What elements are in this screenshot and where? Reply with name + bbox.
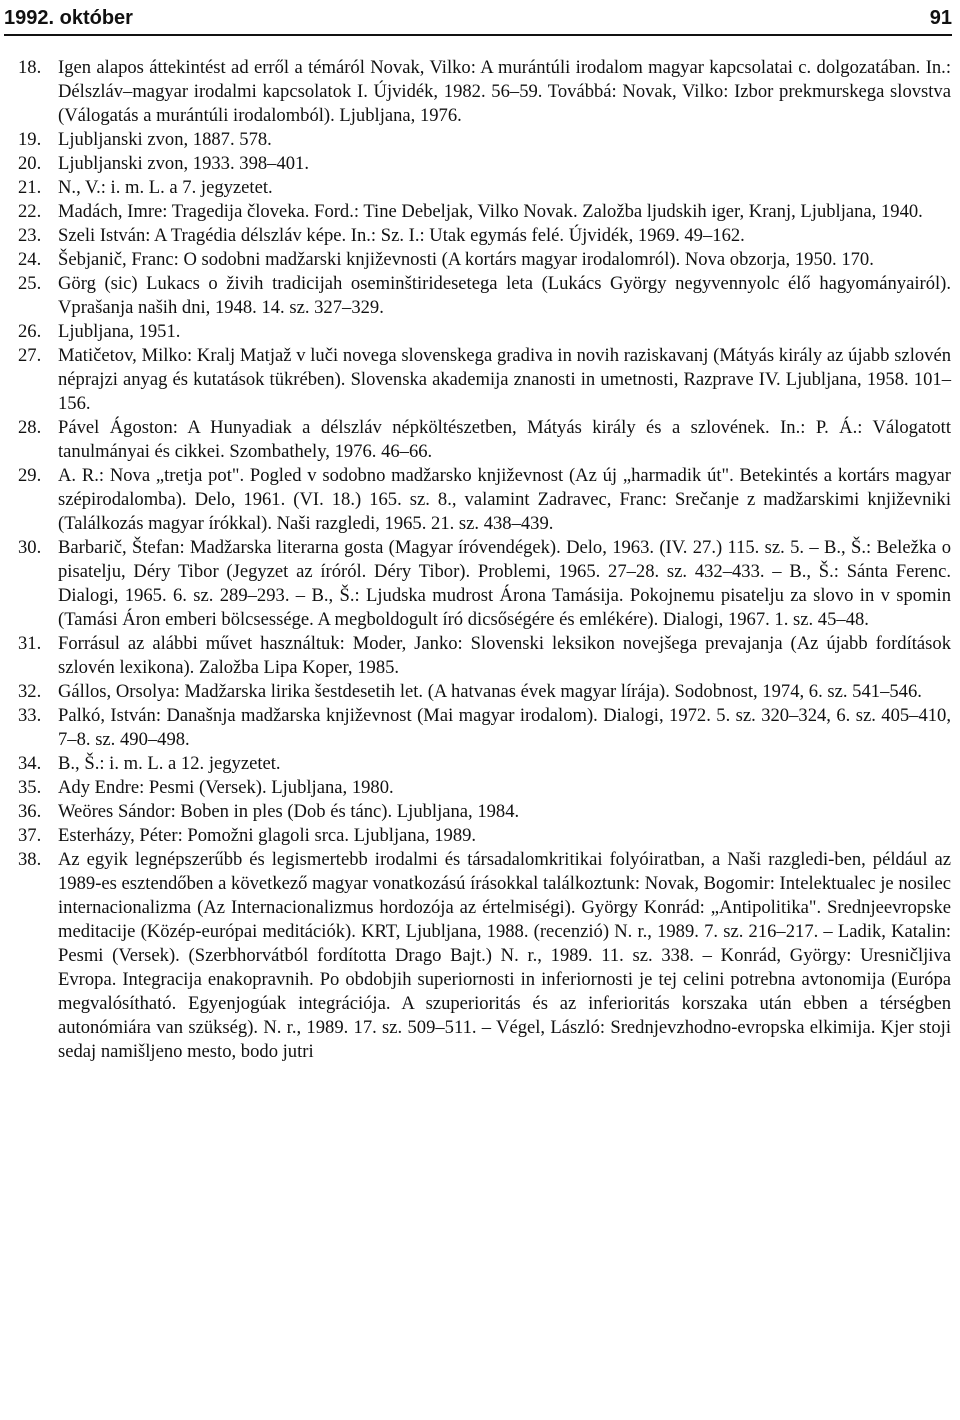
- footnote-text: Palkó, István: Današnja madžarska književnost (Mai magyar irodalom). Dialogi, 1972. 5. sz. 320–324, 6. sz. 405–410, 7–8. sz. 490–498.: [58, 705, 951, 750]
- footnote-18: [18, 56, 951, 128]
- footnote-text: Ljubljana, 1951.: [58, 321, 181, 342]
- footnote-text: Esterházy, Péter: Pomožni glagoli srca. Ljubljana, 1989.: [58, 825, 477, 846]
- footnote-22: [18, 200, 951, 224]
- footnote-number: 27.: [18, 345, 42, 366]
- footnote-text: Madách, Imre: Tragedija človeka. Ford.: Tine Debeljak, Vilko Novak. Založba ljudskih iger, Kranj, Ljubljana, 1940.: [58, 201, 923, 222]
- footnote-33: [18, 704, 951, 752]
- footnote-text: Forrásul az alábbi művet használtuk: Moder, Janko: Slovenski leksikon novejšega prevajanja (Az újabb fordítások szlovén lexikona). Založba Lipa Koper, 1985.: [58, 633, 951, 678]
- footnote-19: [18, 128, 951, 152]
- footnote-26: [18, 320, 951, 344]
- footnote-36: [18, 800, 951, 824]
- footnote-34: [18, 752, 951, 776]
- footnote-32: [18, 680, 951, 704]
- page-header: [4, 0, 952, 36]
- footnote-text: Görg (sic) Lukacs o živih tradicijah oseminštiridesetega leta (Lukács György negyvennyolc élő hagyományairól). Vprašanja naših dni, 1948. 14. sz. 327–329.: [58, 273, 951, 318]
- footnote-number: 23.: [18, 225, 42, 246]
- footnote-text: Ady Endre: Pesmi (Versek). Ljubljana, 1980.: [58, 777, 394, 798]
- footnote-24: [18, 248, 951, 272]
- footnote-text: Ljubljanski zvon, 1887. 578.: [58, 129, 272, 150]
- footnote-number: 36.: [18, 801, 42, 822]
- footnote-number: 33.: [18, 705, 42, 726]
- footnote-21: [18, 176, 951, 200]
- footnote-number: 18.: [18, 57, 42, 78]
- footnote-text: Szeli István: A Tragédia délszláv képe. In.: Sz. I.: Utak egymás felé. Újvidék, 1969. 49–162.: [58, 225, 745, 246]
- footnote-35: [18, 776, 951, 800]
- footnote-text: N., V.: i. m. L. a 7. jegyzetet.: [58, 177, 273, 198]
- header-title: 1992. október: [4, 7, 133, 29]
- footnote-number: 19.: [18, 129, 42, 150]
- footnote-25: [18, 272, 951, 320]
- footnote-text: Pável Ágoston: A Hunyadiak a délszláv népköltészetben, Mátyás király és a szlovének. In.: P. Á.: Válogatott tanulmányai és cikkei. Szombathely, 1976. 46–66.: [58, 417, 951, 462]
- footnote-text: Igen alapos áttekintést ad erről a témáról Novak, Vilko: A murántúli irodalom magyar kapcsolatai c. dolgozatában. In.: Délszláv–magyar irodalmi kapcsolatok I. Újvidék, 1982. 56–59. Továbbá: Novak, Vilko: Izbor prekmurskega slovstva (Válogatás a murántúli irodalomból). Ljubljana, 1976.: [58, 57, 951, 126]
- footnote-number: 35.: [18, 777, 42, 798]
- footnote-number: 21.: [18, 177, 42, 198]
- footnote-text: B., Š.: i. m. L. a 12. jegyzetet.: [58, 753, 281, 774]
- footnote-number: 38.: [18, 849, 42, 870]
- footnote-text: Barbarič, Štefan: Madžarska literarna gosta (Magyar íróvendégek). Delo, 1963. (IV. 27.) 115. sz. 5. – B., Š.: Beležka o pisatelju, Déry Tibor (Jegyzet az íróról. Déry Tibor). Problemi, 1965. 27–28. sz. 432–433. – B., Š.: Sánta Ferenc. Dialogi, 1965. 6. sz. 289–293. – B., Š.: Ljudska mudrost Árona Tamásija. Pokojnemu pisatelju za slovo in v spomin (Tamási Áron emberi bölcsessége. A megboldogult író dicsőségére és emlékére). Dialogi, 1967. 1. sz. 45–48.: [58, 537, 951, 630]
- footnote-number: 31.: [18, 633, 42, 654]
- footnote-29: [18, 464, 951, 536]
- footnote-number: 32.: [18, 681, 42, 702]
- footnote-number: 20.: [18, 153, 42, 174]
- footnote-number: 28.: [18, 417, 42, 438]
- footnote-28: [18, 416, 951, 464]
- footnote-number: 30.: [18, 537, 42, 558]
- footnote-text: Matičetov, Milko: Kralj Matjaž v luči novega slovenskega gradiva in novih raziskavanj (Mátyás király az újabb szlovén néprajzi anyag és kutatások tükrében). Slovenska akademija znanosti in umetnosti, Razprave IV. Ljubljana, 1958. 101–156.: [58, 345, 951, 414]
- footnote-38: [18, 848, 951, 1064]
- footnote-20: [18, 152, 951, 176]
- footnote-text: A. R.: Nova „tretja pot". Pogled v sodobno madžarsko književnost (Az új „harmadik út". Betekintés a kortárs magyar szépirodalomba). Delo, 1961. (VI. 18.) 165. sz. 8., valamint Zadravec, Franc: Srečanje z madžarskimi književniki (Találkozás magyar írókkal). Naši razgledi, 1965. 21. sz. 438–439.: [58, 465, 951, 534]
- footnote-number: 29.: [18, 465, 42, 486]
- footnote-number: 26.: [18, 321, 42, 342]
- footnote-23: [18, 224, 951, 248]
- footnote-number: 25.: [18, 273, 42, 294]
- footnote-text: Weöres Sándor: Boben in ples (Dob és tánc). Ljubljana, 1984.: [58, 801, 520, 822]
- footnote-text: Ljubljanski zvon, 1933. 398–401.: [58, 153, 309, 174]
- footnote-text: Az egyik legnépszerűbb és legismertebb irodalmi és társadalomkritikai folyóiratban, a Naši razgledi-ben, például az 1989-es esztendőben a következő magyar vonatkozású írásokkal találkoztunk: Novak, Bogomir: Intelektualec je nosilec internacionalizma (Az Internacionalizmus hordozója az értelmiségi). György Konrád: „Antipolitika". Srednjeevropske meditacije (Közép-európai meditációk). KRT, Ljubljana, 1988. (recenzió) N. r., 1989. 7. sz. 216–217. – Ladik, Katalin: Pesmi (Versek). (Szerbhorvátból fordította Drago Bajt.) N. r., 1989. 11. sz. 338. – Konrád, György: Uresničljiva Evropa. Integracija enakopravnih. Po obdobjih superiornosti in inferiornosti je tej celini potrebna avtonomija (Európa megvalósítható. Egyenjogúak integrációja. A szuperioritás és az inferioritás korszaka után ebben a térségben autonómiára van szükség). N. r., 1989. 17. sz. 509–511. – Végel, László: Srednjevzhodno-evropska elkimija. Kjer stoji sedaj namišljeno mesto, bodo jutri: [58, 849, 951, 1062]
- footnote-number: 22.: [18, 201, 42, 222]
- footnotes-list: [18, 56, 951, 1064]
- page-number: 91: [929, 7, 952, 29]
- footnote-30: [18, 536, 951, 632]
- footnote-37: [18, 824, 951, 848]
- footnote-number: 37.: [18, 825, 42, 846]
- footnote-text: Gállos, Orsolya: Madžarska lirika šestdesetih let. (A hatvanas évek magyar lírája). Sodobnost, 1974, 6. sz. 541–546.: [58, 681, 922, 702]
- footnote-number: 34.: [18, 753, 42, 774]
- footnote-31: [18, 632, 951, 680]
- footnote-text: Šebjanič, Franc: O sodobni madžarski književnosti (A kortárs magyar irodalomról). Nova obzorja, 1950. 170.: [58, 249, 874, 270]
- footnote-number: 24.: [18, 249, 42, 270]
- footnote-27: [18, 344, 951, 416]
